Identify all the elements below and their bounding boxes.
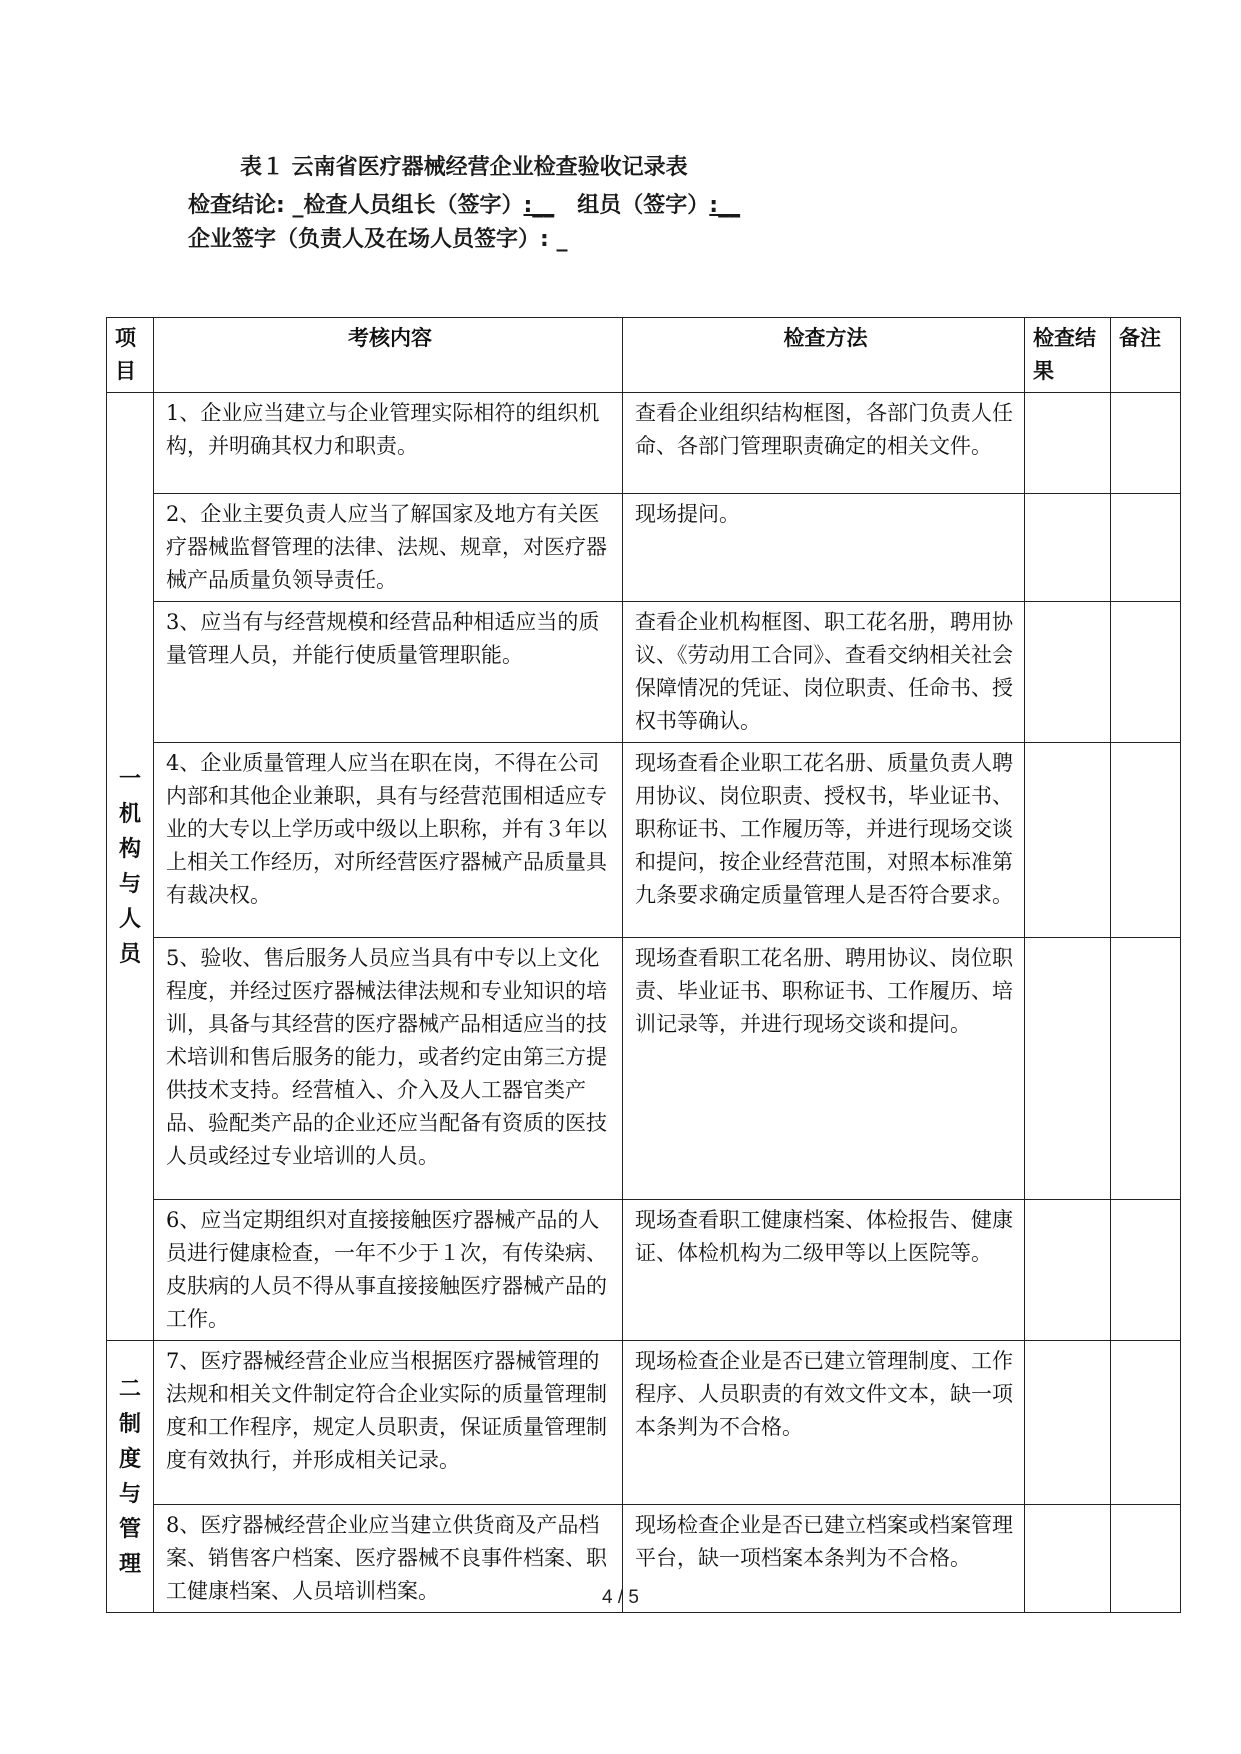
col-header-remark: 备注	[1111, 318, 1181, 393]
result-cell[interactable]	[1025, 1341, 1111, 1505]
result-cell[interactable]	[1025, 938, 1111, 1200]
col-header-content: 考核内容	[154, 318, 623, 393]
category-char: 一	[118, 766, 141, 792]
content-cell: 8、医疗器械经营企业应当建立供货商及产品档案、销售客户档案、医疗器械不良事件档案、职工健康档案、人员培训档案。	[154, 1505, 623, 1613]
table-row	[107, 602, 1181, 743]
conclusion-label: 检查结论: _检查人员组长（签字）	[188, 193, 524, 218]
method-cell: 查看企业机构框图、职工花名册，聘用协议、《劳动用工合同》、查看交纳相关社会保障情况的凭证、岗位职责、任命书、授权书等确认。	[623, 602, 1025, 743]
category-char: 与	[118, 871, 141, 897]
category-cell-management	[107, 1341, 154, 1613]
company-signature-line: 企业签字（负责人及在场人员签字）: _	[188, 227, 568, 252]
remark-cell[interactable]	[1111, 1341, 1181, 1505]
remark-cell[interactable]	[1111, 393, 1181, 494]
col-header-result: 检查结果	[1025, 318, 1111, 393]
result-cell[interactable]	[1025, 393, 1111, 494]
category-char: 管	[118, 1516, 141, 1542]
table-header-row	[107, 318, 1181, 393]
conclusion-line	[188, 188, 740, 219]
category-char: 二	[118, 1376, 141, 1402]
category-char: 制	[118, 1411, 141, 1437]
leader-signature-blank: :__	[523, 193, 555, 218]
category-cell-personnel	[107, 393, 154, 1341]
result-cell[interactable]	[1025, 1200, 1111, 1341]
result-cell[interactable]	[1025, 743, 1111, 938]
result-cell[interactable]	[1025, 602, 1111, 743]
inspection-table	[106, 317, 1181, 1613]
method-cell: 现场检查企业是否已建立管理制度、工作程序、人员职责的有效文件文本，缺一项本条判为不合格。	[623, 1341, 1025, 1505]
method-cell: 现场提问。	[623, 494, 1025, 602]
content-cell: 6、应当定期组织对直接接触医疗器械产品的人员进行健康检查，一年不少于１次，有传染病、皮肤病的人员不得从事直接接触医疗器械产品的工作。	[154, 1200, 623, 1341]
method-cell: 现场查看职工健康档案、体检报告、健康证、体检机构为二级甲等以上医院等。	[623, 1200, 1025, 1341]
category-char: 度	[118, 1446, 141, 1472]
table-row	[107, 494, 1181, 602]
member-label: 组员（签字）	[577, 193, 710, 218]
page-title: 表１ 云南省医疗器械经营企业检查验收记录表	[240, 155, 688, 180]
category-char: 构	[118, 836, 141, 862]
content-cell: 4、企业质量管理人应当在职在岗，不得在公司内部和其他企业兼职，具有与经营范围相适应专业的大专以上学历或中级以上职称，并有３年以上相关工作经历，对所经营医疗器械产品质量具有裁决权。	[154, 743, 623, 938]
page-number: 4 / 5	[602, 1587, 639, 1608]
table-row	[107, 393, 1181, 494]
content-cell: 2、企业主要负责人应当了解国家及地方有关医疗器械监督管理的法律、法规、规章，对医疗器械产品质量负领导责任。	[154, 494, 623, 602]
content-cell: 3、应当有与经营规模和经营品种相适应当的质量管理人员，并能行使质量管理职能。	[154, 602, 623, 743]
remark-cell[interactable]	[1111, 938, 1181, 1200]
category-char: 与	[118, 1481, 141, 1507]
col-header-method: 检查方法	[623, 318, 1025, 393]
method-cell: 现场检查企业是否已建立档案或档案管理平台，缺一项档案本条判为不合格。	[623, 1505, 1025, 1613]
result-cell[interactable]	[1025, 494, 1111, 602]
category-char: 理	[118, 1551, 141, 1577]
table-row	[107, 938, 1181, 1200]
category-char: 员	[118, 941, 141, 967]
remark-cell[interactable]	[1111, 602, 1181, 743]
table-row	[107, 1341, 1181, 1505]
remark-cell[interactable]	[1111, 743, 1181, 938]
method-cell: 现场查看职工花名册、聘用协议、岗位职责、毕业证书、职称证书、工作履历、培训记录等，并进行现场交谈和提问。	[623, 938, 1025, 1200]
category-char: 机	[118, 801, 141, 827]
category-char: 人	[118, 906, 141, 932]
table-row	[107, 1200, 1181, 1341]
member-signature-blank: :__	[709, 193, 741, 218]
content-cell: 7、医疗器械经营企业应当根据医疗器械管理的法规和相关文件制定符合企业实际的质量管理制度和工作程序，规定人员职责，保证质量管理制度有效执行，并形成相关记录。	[154, 1341, 623, 1505]
method-cell: 现场查看企业职工花名册、质量负责人聘用协议、岗位职责、授权书，毕业证书、职称证书、工作履历等，并进行现场交谈和提问，按企业经营范围，对照本标准第九条要求确定质量管理人是否符合要求。	[623, 743, 1025, 938]
table-row	[107, 743, 1181, 938]
remark-cell[interactable]	[1111, 1200, 1181, 1341]
content-cell: 5、验收、售后服务人员应当具有中专以上文化程度，并经过医疗器械法律法规和专业知识的培训，具备与其经营的医疗器械产品相适应当的技术培训和售后服务的能力，或者约定由第三方提供技术支持。经营植入、介入及人工器官类产品、验配类产品的企业还应当配备有资质的医技人员或经过专业培训的人员。	[154, 938, 623, 1200]
method-cell: 查看企业组织结构框图，各部门负责人任命、各部门管理职责确定的相关文件。	[623, 393, 1025, 494]
remark-cell[interactable]	[1111, 494, 1181, 602]
col-header-item: 项目	[107, 318, 154, 393]
content-cell: 1、企业应当建立与企业管理实际相符的组织机构，并明确其权力和职责。	[154, 393, 623, 494]
